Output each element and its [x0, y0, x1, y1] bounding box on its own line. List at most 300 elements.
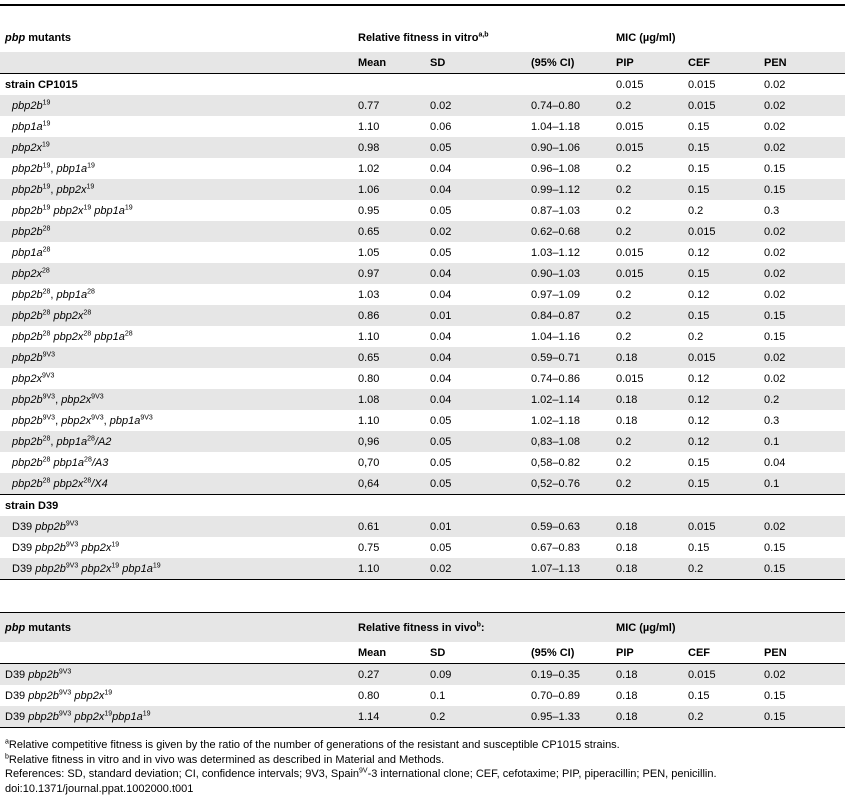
cell-sd: 0.01 — [425, 516, 526, 537]
cell-sd: 0.02 — [425, 558, 526, 580]
cell-cef: 0.2 — [683, 706, 759, 728]
cell-cef: 0.15 — [688, 689, 710, 702]
cell-ci: 0.74–0.86 — [531, 372, 580, 385]
cell-cef: 0.12 — [688, 414, 710, 427]
table-row — [0, 431, 845, 452]
section-label: strain CP1015 — [0, 74, 353, 96]
cell-pen: 0.02 — [764, 120, 786, 133]
allele-superscript: 9V3 — [42, 350, 56, 358]
name-segment: pbp2b — [35, 541, 66, 554]
cell-cef: 0.12 — [683, 431, 759, 452]
mutant-name — [0, 558, 353, 580]
doi-text: doi:10.1371/journal.ppat.1002000.t001 — [5, 782, 194, 795]
header-mic: MIC (µg/ml) — [616, 31, 676, 44]
cell-ci: 0.59–0.71 — [526, 347, 611, 368]
name-segment: , — [50, 183, 57, 196]
cell-sd: 0.04 — [425, 179, 526, 200]
allele-superscript: 9V3 — [65, 519, 79, 527]
section-header-row — [0, 74, 845, 96]
table2-header-row-1 — [0, 613, 845, 643]
table-row — [0, 537, 845, 558]
cell-pen: 0.2 — [759, 389, 845, 410]
cell-pip: 0.2 — [611, 221, 683, 242]
cell-pip: 0.18 — [611, 516, 683, 537]
allele-superscript: 28 — [42, 308, 51, 316]
cell-mean: 0.61 — [353, 516, 425, 537]
cell-ci: 0.84–0.87 — [526, 305, 611, 326]
cell-pip: 0.2 — [616, 162, 632, 175]
mutant-name — [0, 158, 353, 179]
name-segment: pbp2x — [61, 414, 92, 427]
cell-pip: 0.015 — [616, 246, 644, 259]
mutant-name — [0, 221, 353, 242]
cell-pip: 0.18 — [616, 689, 638, 702]
allele-superscript: 19 — [124, 203, 133, 211]
cell-pen: 0.15 — [759, 706, 845, 728]
cell-pen: 0.15 — [764, 541, 786, 554]
cell-cef: 0.15 — [683, 137, 759, 158]
cell-cef: 0.015 — [683, 95, 759, 116]
cell-mean: 1.10 — [358, 120, 380, 133]
cell-sd: 0.05 — [425, 431, 526, 452]
name-segment: D39 — [12, 520, 36, 533]
cell-ci: 0,52–0.76 — [526, 473, 611, 495]
table-row — [0, 200, 845, 221]
cell-cef: 0.15 — [683, 179, 759, 200]
mutant-name — [0, 305, 353, 326]
cell-pip: 0.2 — [616, 288, 632, 301]
cell-mean: 0.97 — [353, 263, 425, 284]
cell-mean: 0.95 — [358, 204, 380, 217]
mutant-name — [0, 116, 353, 137]
name-segment: pbp1a — [94, 330, 125, 343]
cell-pen: 0.02 — [759, 137, 845, 158]
name-segment: pbp1a — [122, 562, 153, 575]
allele-superscript: 19 — [104, 688, 113, 696]
mutant-name — [0, 263, 353, 284]
cell-mean: 1.10 — [353, 558, 425, 580]
name-segment: D39 — [5, 710, 29, 723]
cell-pip: 0.18 — [616, 541, 638, 554]
mutant-name — [0, 242, 353, 263]
cell-mean: 0,96 — [353, 431, 425, 452]
allele-superscript: 28 — [42, 245, 51, 253]
footnote-a: $^a$Relative competitive fitness is given by the ratio of the number of generations of the resistant and susceptible CP1015 strains. — [5, 738, 620, 751]
table-row — [0, 326, 845, 347]
table-row — [0, 389, 845, 410]
table-row — [0, 179, 845, 200]
cell-pip: 0.015 — [611, 263, 683, 284]
cell-ci: 1.03–1.12 — [531, 246, 580, 259]
allele-superscript: 28 — [42, 329, 51, 337]
mutant-name — [0, 200, 353, 221]
name-segment: pbp1a — [12, 120, 43, 133]
cell-pen: 0.15 — [764, 689, 786, 702]
cell-pip: 0.2 — [611, 473, 683, 495]
allele-superscript: 19 — [104, 709, 113, 717]
allele-superscript: 19 — [152, 561, 161, 569]
table-row — [0, 685, 845, 706]
cell-ci: 1.02–1.18 — [531, 414, 580, 427]
cell-pip: 0.2 — [611, 431, 683, 452]
cell-pen: 0.3 — [764, 204, 780, 217]
name-segment: D39 — [5, 689, 29, 702]
cell-ci: 0,83–1.08 — [526, 431, 611, 452]
cell-pen: 0.02 — [759, 664, 845, 686]
cell-sd: 0.05 — [430, 246, 452, 259]
name-segment: pbp2b — [12, 309, 43, 322]
table-row — [0, 137, 845, 158]
cell-mean: 1.10 — [358, 414, 380, 427]
cell-sd: 0.04 — [425, 389, 526, 410]
table-row — [0, 452, 845, 473]
table-row — [0, 242, 845, 263]
allele-superscript: 19 — [111, 561, 120, 569]
cell-mean: 1.02 — [358, 162, 380, 175]
name-segment: pbp2b — [12, 435, 43, 448]
name-segment: pbp2b — [12, 183, 43, 196]
name-segment: , — [55, 414, 62, 427]
cell-pip: 0.18 — [611, 706, 683, 728]
mutant-name — [0, 326, 353, 347]
cell-mean: 0.65 — [353, 221, 425, 242]
cell-mean: 0.77 — [353, 95, 425, 116]
cell-cef: 0.2 — [683, 558, 759, 580]
cell-cef: 0.2 — [688, 204, 704, 217]
name-segment: pbp2b — [12, 162, 43, 175]
allele-superscript: 19 — [86, 182, 95, 190]
cell-cef: 0.15 — [688, 541, 710, 554]
mutant-name — [0, 347, 353, 368]
header-cef: CEF — [683, 52, 759, 74]
cell-pip: 0.2 — [611, 305, 683, 326]
mutant-name — [0, 473, 353, 495]
cell-pen: 0.1 — [759, 431, 845, 452]
name-segment: pbp2b — [12, 225, 43, 238]
name-segment: , — [50, 162, 57, 175]
cell-pen: 0.02 — [759, 347, 845, 368]
name-segment: pbp2x — [56, 183, 87, 196]
cell-mean: 0.80 — [358, 372, 380, 385]
header-mean: Mean — [353, 642, 425, 664]
name-segment: pbp2b — [12, 456, 43, 469]
in-vivo-table — [0, 612, 845, 728]
cell-mean: 0.98 — [353, 137, 425, 158]
name-segment: pbp2x — [12, 267, 42, 280]
table-row — [0, 221, 845, 242]
cell-ci: 0.70–0.89 — [531, 689, 580, 702]
cell-mean: 0.27 — [353, 664, 425, 686]
allele-superscript: 19 — [142, 709, 151, 717]
section-label: strain D39 — [0, 495, 353, 517]
cell-sd: 0.05 — [430, 414, 452, 427]
name-segment: pbp2b — [35, 562, 66, 575]
table1-header-row-2 — [0, 52, 845, 74]
name-segment: pbp2x — [74, 710, 105, 723]
cell-sd: 0.04 — [430, 162, 452, 175]
cell-pen: 0.15 — [764, 162, 786, 175]
cell-pip: 0.2 — [611, 95, 683, 116]
allele-superscript: 28 — [42, 434, 51, 442]
name-segment: pbp2b — [12, 351, 43, 364]
cell-ci: 0.90–1.06 — [526, 137, 611, 158]
table-row — [0, 158, 845, 179]
mutant-name — [0, 516, 353, 537]
cell-ci: 0.95–1.33 — [526, 706, 611, 728]
allele-superscript: 9V3 — [65, 561, 79, 569]
name-segment: pbp2b — [12, 414, 43, 427]
cell-ci: 0.99–1.12 — [526, 179, 611, 200]
allele-superscript: 28 — [84, 455, 92, 463]
cell-ci: 1.07–1.13 — [526, 558, 611, 580]
allele-superscript: 19 — [42, 161, 51, 169]
name-segment: pbp2x — [12, 141, 42, 154]
name-segment: /A2 — [94, 435, 112, 448]
allele-superscript: 19 — [42, 119, 51, 127]
header-ci: (95% CI) — [526, 52, 611, 74]
allele-superscript: 28 — [87, 287, 95, 295]
cell-cef: 0.015 — [683, 221, 759, 242]
cell-mean: 0,70 — [358, 456, 380, 469]
name-segment: pbp2x — [53, 204, 84, 217]
cell-pip: 0.015 — [611, 137, 683, 158]
cell-cef: 0.015 — [683, 516, 759, 537]
cell-sd: 0.09 — [425, 664, 526, 686]
name-segment: , — [50, 288, 57, 301]
cell-sd: 0.1 — [430, 689, 446, 702]
cell-pip: 0.18 — [611, 664, 683, 686]
cell-cef: 0.12 — [688, 288, 710, 301]
cell-cef: 0.2 — [688, 330, 704, 343]
allele-superscript: 28 — [124, 329, 133, 337]
table-row — [0, 558, 845, 580]
cell-ci: 1.04–1.16 — [531, 330, 580, 343]
mutant-name — [0, 410, 353, 431]
mutant-name — [0, 284, 353, 305]
table-row — [0, 95, 845, 116]
mutant-name — [0, 95, 353, 116]
header-mic: MIC (µg/ml) — [611, 613, 845, 643]
table-row — [0, 410, 845, 431]
cell-pen: 0.15 — [764, 330, 786, 343]
cell-sd: 0.01 — [425, 305, 526, 326]
footnote-b: $^b$Relative fitness in vitro and in vivo was determined as described in Material and Methods. — [5, 752, 445, 766]
cell-pen: 0.02 — [759, 221, 845, 242]
allele-superscript: 28 — [83, 308, 92, 316]
cell-mean: 1.14 — [353, 706, 425, 728]
name-segment: pbp2x — [53, 477, 84, 490]
header-sd: SD — [425, 52, 526, 74]
mutant-name — [0, 452, 353, 473]
cell-pip: 0.18 — [611, 389, 683, 410]
cell-pip: 0.18 — [616, 414, 638, 427]
table-row — [0, 516, 845, 537]
cell-pip: 0.2 — [616, 456, 632, 469]
allele-superscript: 28 — [42, 224, 51, 232]
header-mutants: pbp mutants — [0, 613, 353, 643]
allele-superscript: 28 — [87, 434, 95, 442]
allele-superscript: 9V3 — [42, 413, 56, 421]
cell-sd: 0.05 — [425, 137, 526, 158]
cell-pen: 0.02 — [764, 372, 786, 385]
cell-mean: 1.08 — [353, 389, 425, 410]
cell-mean: 1.06 — [353, 179, 425, 200]
allele-superscript: 28 — [42, 455, 51, 463]
name-segment: pbp1a — [109, 414, 141, 427]
header-pip: PIP — [611, 642, 683, 664]
cell-sd: 0.05 — [430, 456, 452, 469]
table-row — [0, 284, 845, 305]
allele-superscript: 19 — [42, 182, 51, 190]
cell-ci: 0.87–1.03 — [531, 204, 580, 217]
allele-superscript: 9V3 — [140, 413, 153, 421]
name-segment: pbp1a — [56, 288, 88, 301]
footnotes — [5, 738, 717, 796]
cell-pen: 0.02 — [764, 246, 786, 259]
allele-superscript: 19 — [83, 203, 92, 211]
mutant-name — [0, 368, 353, 389]
cell-sd: 0.04 — [430, 372, 452, 385]
section-pip — [611, 495, 683, 517]
cell-cef: 0.12 — [688, 246, 710, 259]
name-segment: pbp1a — [112, 710, 143, 723]
cell-sd: 0.05 — [430, 204, 452, 217]
cell-sd: 0.04 — [425, 347, 526, 368]
cell-cef: 0.12 — [688, 372, 710, 385]
footnote-references: References: SD, standard deviation; CI, confidence intervals; 9V3, Spain$^{9V}$-3 international clone; CEF, cefotaxime; PIP, piperacillin; PEN, penicillin. — [5, 767, 717, 780]
cell-pip: 0.015 — [616, 372, 644, 385]
name-segment: pbp2b — [28, 689, 59, 702]
header-pen: PEN — [759, 642, 845, 664]
cell-pen: 0.02 — [759, 95, 845, 116]
cell-sd: 0.2 — [425, 706, 526, 728]
cell-sd: 0.05 — [425, 473, 526, 495]
cell-pen: 0.02 — [759, 263, 845, 284]
cell-pen: 0.02 — [759, 516, 845, 537]
name-segment: D39 — [12, 562, 36, 575]
cell-cef: 0.015 — [683, 664, 759, 686]
header-cef: CEF — [683, 642, 759, 664]
name-segment: pbp2b — [12, 288, 43, 301]
mutant-name — [0, 685, 353, 706]
header-ci: (95% CI) — [526, 642, 611, 664]
cell-pip: 0.015 — [616, 120, 644, 133]
cell-ci: 0.96–1.08 — [531, 162, 580, 175]
mutant-name — [0, 137, 353, 158]
name-segment: pbp2x — [12, 372, 42, 385]
mutant-name — [0, 179, 353, 200]
name-segment: D39 — [5, 668, 29, 681]
table-row — [0, 706, 845, 728]
allele-superscript: 9V3 — [58, 667, 72, 675]
name-segment: pbp1a — [56, 435, 88, 448]
cell-pen: 0.1 — [759, 473, 845, 495]
cell-cef: 0.15 — [688, 162, 710, 175]
allele-superscript: 19 — [42, 203, 51, 211]
allele-superscript: 9V3 — [65, 540, 79, 548]
cell-pip: 0.18 — [611, 558, 683, 580]
name-segment: pbp1a — [94, 204, 125, 217]
header-pip: PIP — [611, 52, 683, 74]
header-pen: PEN — [759, 52, 845, 74]
name-segment: pbp1a — [53, 456, 85, 469]
cell-cef: 0.015 — [683, 347, 759, 368]
header-mean: Mean — [353, 52, 425, 74]
allele-superscript: 28 — [41, 266, 50, 274]
name-segment: pbp2x — [81, 562, 112, 575]
cell-sd: 0.04 — [430, 330, 452, 343]
name-segment: pbp2b — [35, 520, 66, 533]
mutant-name — [0, 537, 353, 558]
cell-cef: 0.15 — [688, 456, 710, 469]
cell-sd: 0.06 — [430, 120, 452, 133]
cell-pip: 0.2 — [616, 330, 632, 343]
table-row — [0, 664, 845, 686]
name-segment: pbp2b — [28, 710, 59, 723]
name-segment: pbp2x — [74, 689, 105, 702]
cell-mean: 0.65 — [353, 347, 425, 368]
table2-header-row-2 — [0, 642, 845, 664]
name-segment: D39 — [12, 541, 36, 554]
cell-ci: 1.04–1.18 — [531, 120, 580, 133]
name-segment: , — [103, 414, 110, 427]
cell-ci: 0.90–1.03 — [526, 263, 611, 284]
cell-mean: 1.05 — [358, 246, 380, 259]
cell-sd: 0.02 — [425, 95, 526, 116]
name-segment: pbp2x — [81, 541, 112, 554]
cell-ci: 0.74–0.80 — [526, 95, 611, 116]
cell-pen: 0.04 — [764, 456, 786, 469]
table-row — [0, 473, 845, 495]
section-cef — [683, 495, 759, 517]
cell-cef: 0.15 — [683, 263, 759, 284]
allele-superscript: 9V3 — [41, 371, 55, 379]
section-pen — [759, 495, 845, 517]
name-segment: pbp1a — [12, 246, 43, 259]
mutant-name — [0, 664, 353, 686]
cell-mean: 1.10 — [358, 330, 380, 343]
allele-superscript: 28 — [83, 476, 92, 484]
name-segment: /A3 — [91, 456, 109, 469]
mutant-name — [0, 706, 353, 728]
table-row — [0, 305, 845, 326]
allele-superscript: 19 — [87, 161, 95, 169]
cell-ci: 1.02–1.14 — [526, 389, 611, 410]
name-segment: pbp2b — [12, 330, 43, 343]
name-segment: pbp2b — [12, 204, 43, 217]
allele-superscript: 19 — [41, 140, 50, 148]
table-row — [0, 347, 845, 368]
cell-mean: 0,64 — [353, 473, 425, 495]
cell-pen: 0.15 — [759, 305, 845, 326]
name-segment: pbp2x — [53, 330, 84, 343]
name-segment: pbp2b — [12, 99, 43, 112]
table-row — [0, 116, 845, 137]
in-vitro-table — [0, 23, 845, 580]
cell-mean: 0.86 — [353, 305, 425, 326]
cell-cef: 0.15 — [683, 305, 759, 326]
mutant-name — [0, 389, 353, 410]
name-segment: pbp2x — [61, 393, 92, 406]
cell-mean: 1.03 — [358, 288, 380, 301]
allele-superscript: 9V3 — [42, 392, 56, 400]
cell-sd: 0.05 — [430, 541, 452, 554]
section-pen: 0.02 — [759, 74, 845, 96]
allele-superscript: 9V3 — [58, 709, 72, 717]
allele-superscript: 9V3 — [91, 413, 104, 421]
cell-ci: 0.67–0.83 — [531, 541, 580, 554]
top-rule — [0, 4, 845, 6]
